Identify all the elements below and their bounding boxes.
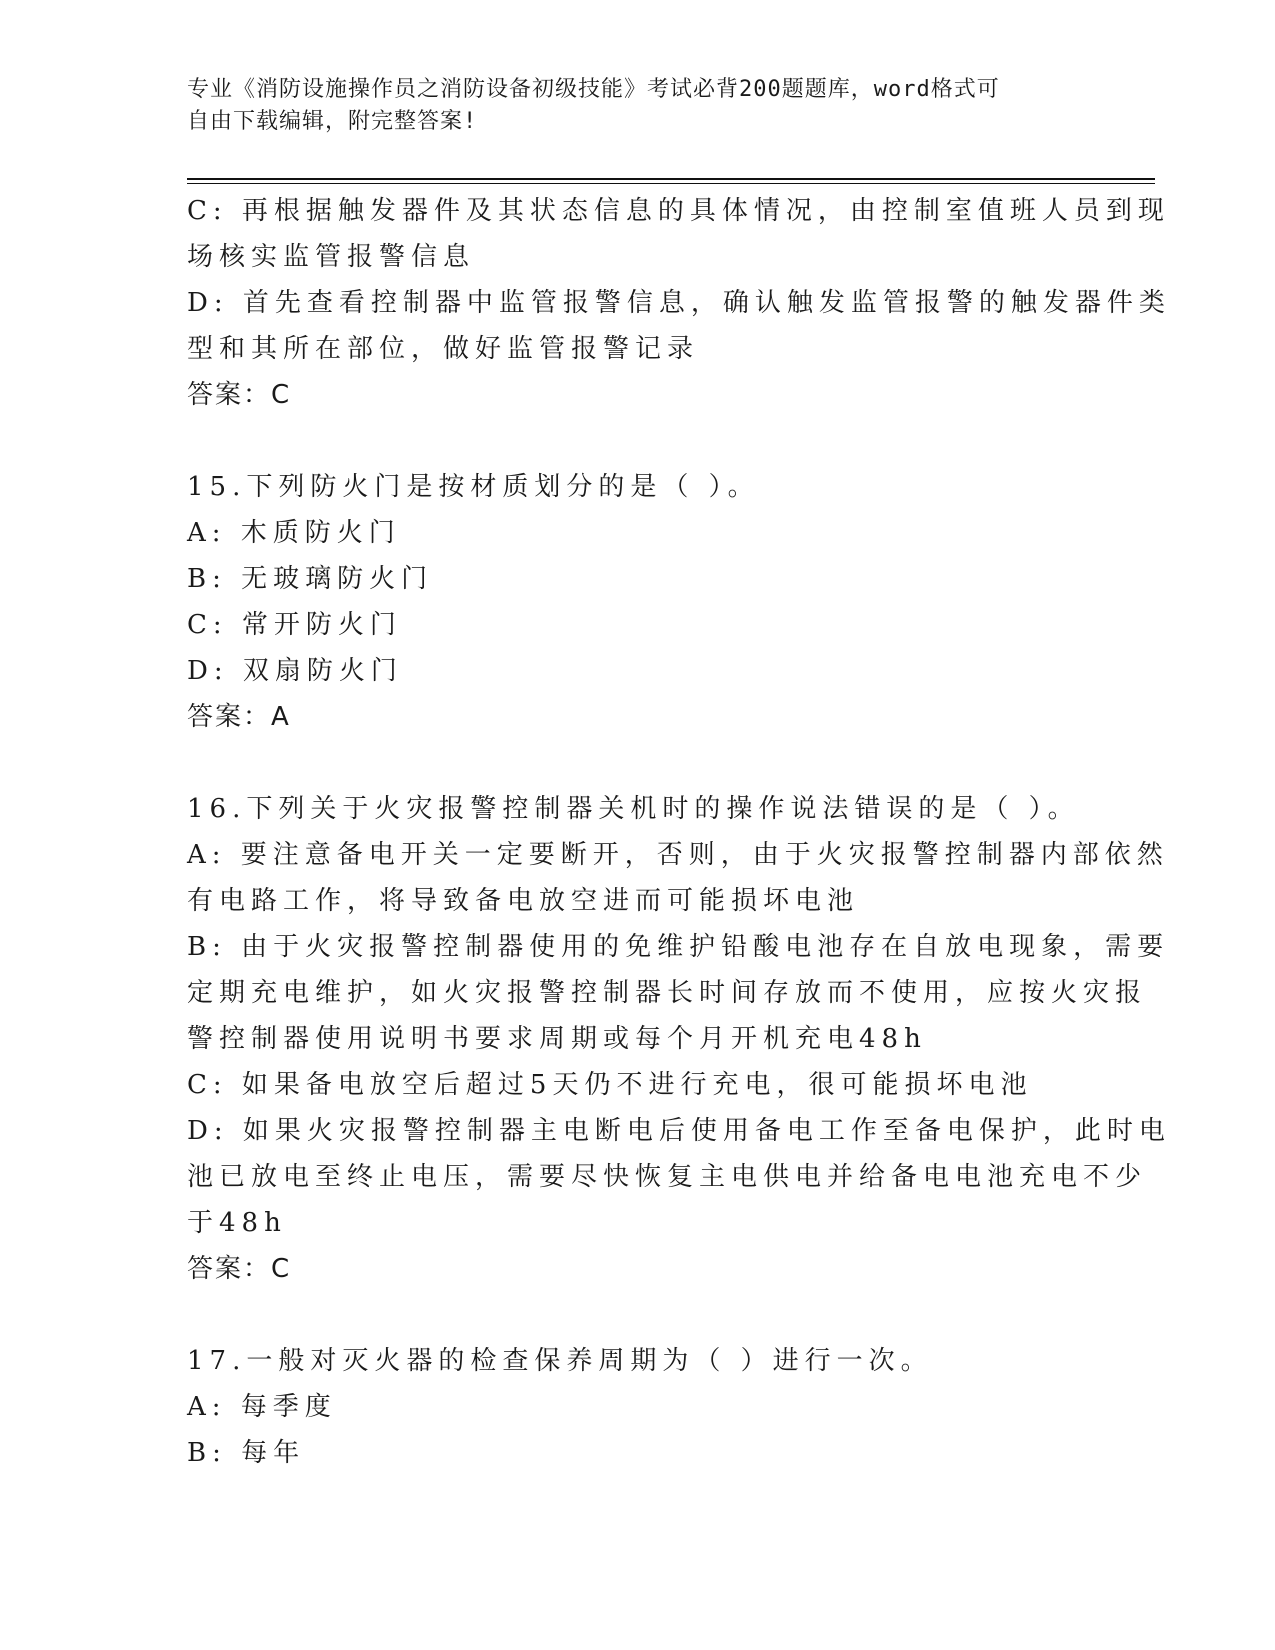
option-a-line-1: A: 要注意备电开关一定要断开，否则，由于火灾报警控制器内部依然: [187, 840, 1169, 870]
header-rule-thick: [187, 178, 1155, 180]
spacer: [187, 740, 1087, 786]
question-17-stem: 17.一般对灭火器的检查保养周期为（ ）进行一次。: [187, 1346, 933, 1376]
question-15: [187, 464, 1087, 740]
answer-14: 答案：C: [187, 380, 292, 410]
option-d-line-1: D: 如果火灾报警控制器主电断电后使用备电工作至备电保护，此时电: [187, 1116, 1171, 1146]
option-c-line-2: 场核实监管报警信息: [187, 242, 476, 272]
spacer: [187, 418, 1087, 464]
option-b-line-2: 定期充电维护，如火灾报警控制器长时间存放而不使用，应按火灾报: [187, 978, 1148, 1008]
header-line-1: 专业《消防设施操作员之消防设备初级技能》考试必背200题题库，word格式可: [187, 77, 1000, 102]
document-body: [187, 188, 1171, 1476]
option-c-line-1: C: 如果备电放空后超过5天仍不进行充电，很可能损坏电池: [187, 1070, 1033, 1100]
header-line-2: 自由下载编辑，附完整答案!: [187, 109, 478, 134]
header-rule-thin: [187, 183, 1155, 184]
option-b-line-1: B: 由于火灾报警控制器使用的免维护铅酸电池存在自放电现象，需要: [187, 932, 1170, 962]
page-header: [187, 74, 1087, 138]
question-15-stem: 15.下列防火门是按材质划分的是（ ）。: [187, 472, 760, 502]
option-b-line-3: 警控制器使用说明书要求周期或每个月开机充电48h: [187, 1024, 927, 1054]
answer-16: 答案：C: [187, 1254, 292, 1284]
question-16: [187, 786, 1171, 1292]
option-d-line-2: 型和其所在部位，做好监管报警记录: [187, 334, 700, 364]
option-d-line-1: D: 首先查看控制器中监管报警信息，确认触发监管报警的触发器件类: [187, 288, 1171, 318]
option-a: A: 每季度: [187, 1392, 337, 1422]
option-b: B: 每年: [187, 1438, 306, 1468]
option-c: C: 常开防火门: [187, 610, 402, 640]
option-b: B: 无玻璃防火门: [187, 564, 434, 594]
option-c-line-1: C: 再根据触发器件及其状态信息的具体情况，由控制室值班人员到现: [187, 196, 1170, 226]
answer-15: 答案：A: [187, 702, 291, 732]
spacer: [187, 1292, 1087, 1338]
option-d: D: 双扇防火门: [187, 656, 403, 686]
question-16-stem: 16.下列关于火灾报警控制器关机时的操作说法错误的是（ ）。: [187, 794, 1080, 824]
option-d-line-2: 池已放电至终止电压，需要尽快恢复主电供电并给备电电池充电不少: [187, 1162, 1148, 1192]
question-14-continued: [187, 188, 1171, 418]
question-17: [187, 1338, 1087, 1476]
option-d-line-3: 于48h: [187, 1208, 287, 1238]
option-a-line-2: 有电路工作，将导致备电放空进而可能损坏电池: [187, 886, 860, 916]
option-a: A: 木质防火门: [187, 518, 401, 548]
